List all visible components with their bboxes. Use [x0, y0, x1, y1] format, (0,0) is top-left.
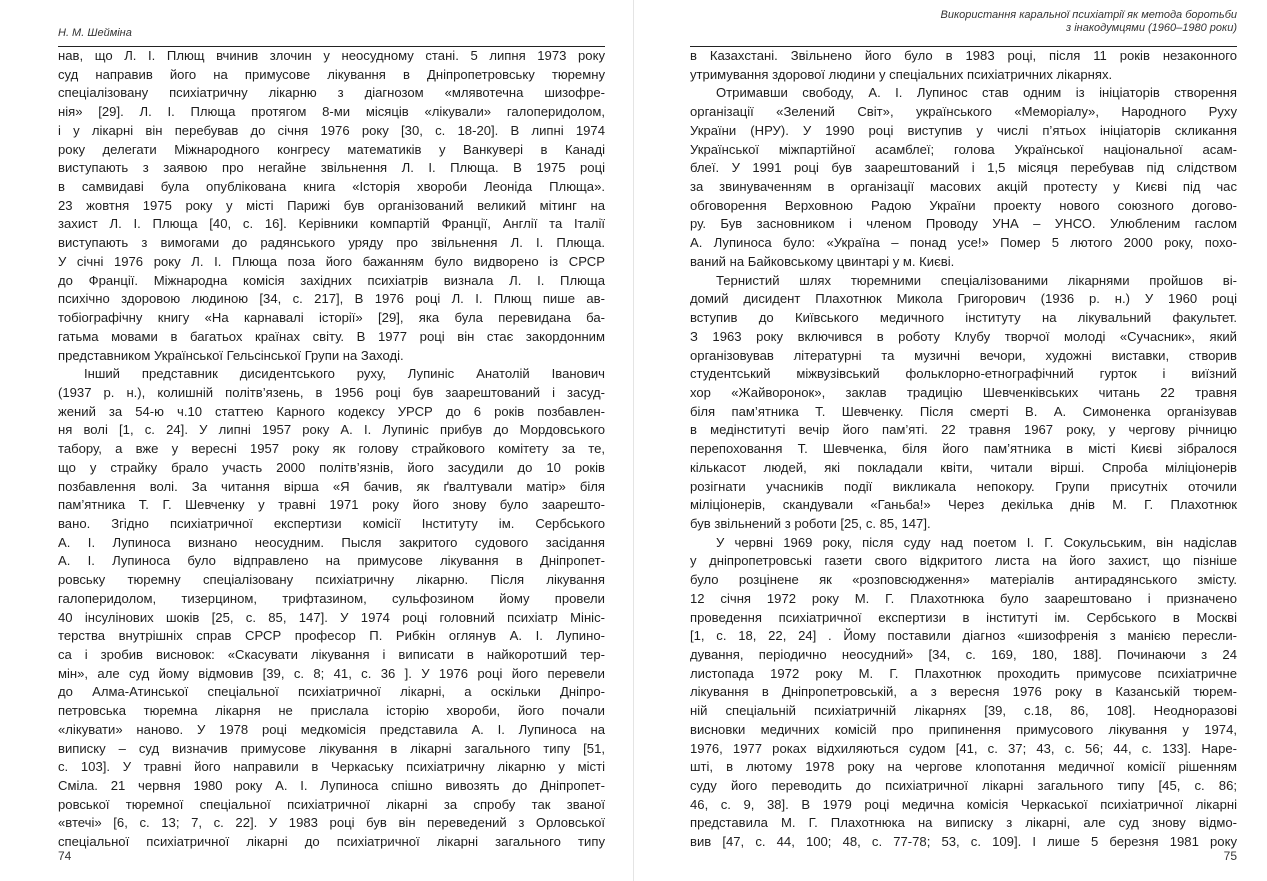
text-line: висновки медичних комісій про припинення примусового лікування у 1974, [690, 721, 1237, 737]
text-line: ваний на Байковському цвинтарі у м. Києві. [690, 253, 955, 269]
text-line: в медінституті вечір його пам’яті. 22 травня 1967 року, у чергову річницю [690, 422, 1237, 438]
text-line: «втечі» [6, с. 13; 7, с. 22]. У 1983 році був він переведений з Орловської [58, 815, 605, 831]
running-head-line: з інакодумцями (1960–1980 роки) [1066, 22, 1237, 34]
text-line: пам’ятника Т. Г. Шевченку у травні 1971 року його знову було заарешто- [58, 497, 605, 513]
paragraph [690, 272, 1237, 534]
text-line: А. Лупиноса було: «Україна – понад усе!» Помер 5 лютого 2000 року, похо- [690, 235, 1237, 251]
text-line: організовував літературні та музичні вечори, художні виставки, створив [690, 347, 1237, 363]
text-line: тобіографічну книгу «На карнавалі історії» [29], яка була перевидана ба- [58, 310, 605, 326]
text-line: блеї. У 1991 році був заарештований і 1,5 місяця перебував під слідством [690, 160, 1237, 176]
text-line: позбавлення волі. За читання вірша «Я бачив, як ґвалтували матір» біля [58, 478, 605, 494]
text-line: ній спеціальній психіатричній лікарнях [39, с.18, 86, 108]. Неодноразові [690, 703, 1237, 719]
left-page [0, 0, 633, 881]
text-line: 12 січня 1972 року М. Г. Плахотнюка було заарештовано і призначено [690, 590, 1237, 606]
running-head-author [58, 27, 132, 40]
right-page [634, 0, 1267, 881]
text-line: галоперидолом, тизерцином, трифтазином, сульфозином йому провели [58, 590, 605, 606]
body-text [58, 47, 605, 852]
text-line: А. І. Лупиноса визнано неосудним. Пысля закритого судового засідання [58, 534, 605, 550]
text-line: 23 жовтня 1975 року у місті Парижі був організований великий мітинг на [58, 197, 605, 213]
text-line: представила М. Г. Плахотнюка на виписку з лікарні, але суд знову відмо- [690, 815, 1237, 831]
paragraph [690, 84, 1237, 271]
text-line: ру. Був засновником і членом Проводу УНА – УНСО. Улюбленим гаслом [690, 216, 1237, 232]
text-line: було розцінене як «розповсюдження» матеріалів антирадянського змісту. [690, 572, 1237, 588]
text-line: хор «Жайворонок», заклав традицію Шевченківських читань 22 травня [690, 384, 1237, 400]
text-line: до Алма-Атинської спеціальної психіатричної лікарні, а оскільки Дніпро- [58, 684, 605, 700]
text-line: са і зробив висновок: «Скасувати лікування і виписати в найкоротший тер- [58, 647, 605, 662]
text-line: міліціонерів, скандували «Ганьба!» Через декілька днів М. Г. Плахотнюк [690, 497, 1237, 513]
text-line: що у страйку брало участь 2000 політв’язнів, його засудили до 10 років [58, 459, 605, 475]
text-line: нав, що Л. І. Плющ вчинив злочин у неосудному стані. 5 липня 1973 року [58, 48, 605, 63]
paragraph [690, 47, 1237, 84]
text-line: [1, с. 18, 22, 24] . Йому поставили діагноз «шизофренія з манією пересли- [690, 628, 1237, 644]
text-line: спеціальної психіатричної лікарні до психіатричної лікарні загального типу [58, 834, 605, 850]
text-line: перепоховання Т. Шевченка, біля його пам’ятника в місті Києві зібралося [690, 441, 1237, 457]
text-line: Сміла. 21 червня 1980 року А. І. Лупиноса спішно вивозять до Дніпропет- [58, 778, 605, 794]
text-line: вступив до Київського медичного інституту на лікувальний факультет. [690, 310, 1237, 326]
text-line: Тернистий шлях тюремними спеціалізованими лікарнями пройшов ві- [716, 272, 1237, 288]
text-line: А. І. Лупиноса було відправлено на примусове лікування в Дніпропет- [58, 553, 605, 569]
text-line: проведення психіатричної експертизи в інституті ім. Сербського в Москві [690, 609, 1237, 625]
text-line: представником Української Гельсінської Групи на Заході. [58, 347, 404, 363]
paragraph [58, 365, 605, 852]
text-line: вано. Згідно психіатричної експертизи комісії Інституту ім. Сербського [58, 515, 605, 531]
text-line: року делегати Міжнародного конгресу математиків у Ванкувері в Канаді [58, 141, 605, 157]
text-line: у дніпропетровські газети свого відкритого листа на його захист, що пізніше [690, 553, 1237, 569]
text-line: в самвидаві була опублікована книга «Історія хвороби Леоніда Плюща». [58, 179, 605, 195]
text-line: домий дисидент Плахотнюк Микола Григорович (1936 р. н.) У 1960 році [690, 291, 1237, 307]
running-head-line: Використання каральної психіатрії як метода боротьби [940, 9, 1237, 21]
text-line: дування, періодично неосудний» [34, с. 169, 180, 188]. Починаючи з 24 [690, 647, 1237, 662]
text-line: і у лікарні він перебував до січня 1976 року [30, с. 18-20]. В липні 1974 [58, 122, 605, 138]
text-line: Отримавши свободу, А. І. Лупинос став одним із ініціаторів створення [716, 85, 1237, 101]
text-line: гатьма мовами в багатьох країнах світу. В 1977 році він стає закордонним [58, 328, 605, 344]
paragraph [690, 534, 1237, 852]
text-line: петровська тюремна лікарня не прислала історію хвороби, його почали [58, 703, 605, 719]
text-line: виступають з заявою про негайне звільнення Л. І. Плюща. В 1975 році [58, 160, 605, 176]
text-line: ня волі [1, с. 24]. У липні 1957 року А. І. Лупиніс прибув до Мордовського [58, 422, 605, 438]
text-line: виступають з вимогами до радянського уряду про звільнення Л. І. Плюща. [58, 235, 605, 251]
text-line: З 1963 року включився в роботу Клубу творчої молоді «Сучасник», який [690, 328, 1237, 344]
text-line: У червні 1969 року, після суду над поетом І. Г. Сокульським, він надіслав [716, 534, 1237, 550]
text-line: 46, с. 9, 38]. В 1979 році медична комісія Черкаської психіатричної лікарні [690, 796, 1237, 812]
text-line: табору, а вже у вересні 1957 року як голову страйкового комітету за те, [58, 441, 605, 457]
text-line: біля пам’ятника Т. Шевченку. Після смерті В. А. Симоненка організував [690, 403, 1237, 419]
text-line: лікування в Дніпропетровській, а з вересня 1976 року в Казанській тюрем- [690, 684, 1237, 700]
body-text [690, 47, 1237, 852]
page-number: 74 [58, 849, 72, 863]
text-line: суд направив його на примусове лікування в Дніпропетровську тюремну [58, 66, 605, 82]
text-line: в Казахстані. Звільнено його було в 1983 році, після 11 років незаконного [690, 48, 1237, 63]
paragraph [58, 47, 605, 365]
text-line: був звільнений з роботи [25, с. 85, 147]. [690, 515, 931, 531]
running-head-line: Н. М. Шейміна [58, 27, 132, 39]
text-line: кількасот людей, які покладали квіти, читали вірші. Спроба міліціонерів [690, 459, 1237, 475]
text-line: Української міжпартійної асамблеї; голова Української національної асам- [690, 141, 1237, 157]
text-line: нія» [29]. Л. І. Плюща протягом 8-ми місяців «лікували» галоперидолом, [58, 104, 605, 120]
text-line: студентський міжвузівський фольклорно-етнографічний гурток і виїзний [690, 366, 1237, 382]
text-line: спеціалізовану психіатричну лікарню з діагнозом «млявотечна шизофре- [58, 85, 605, 101]
text-line: (1937 р. н.), колишній політв’язень, в 1956 році був заарештований і засуд- [58, 384, 605, 400]
page-number: 75 [1223, 849, 1237, 863]
text-line: захист Л. І. Плюща [40, с. 16]. Керівники компартій Франції, Англії та Італії [58, 216, 605, 232]
text-line: виписку – суд визначив примусове лікування в лікарні загального типу [51, [58, 740, 605, 756]
text-line: вив [47, с. 44, 100; 48, с. 77-78; 53, с. 109]. І лише 5 березня 1981 року [690, 834, 1237, 850]
text-line: мін», але суд йому відмовив [39, с. 8; 41, с. 36 ]. У 1976 році його перевели [58, 665, 605, 681]
text-line: с. 103]. У травні його направили в Черкаську психіатричну лікарню у місті [58, 759, 605, 775]
text-line: жений за 54-ю ч.10 статтею Карного кодексу УРСР до 6 років позбавлен- [58, 403, 605, 419]
text-line: за звинуваченням в організації масових акцій протесту у Києві під час [690, 179, 1237, 195]
text-line: до Франції. Міжнародна комісія західних психіатрів визнала Л. І. Плюща [58, 272, 605, 288]
text-line: організації «Зелений Світ», українського «Меморіалу», Народного Руху [690, 104, 1237, 120]
text-line: шті, в лютому 1978 року на чергове клопотання медичної комісії рішенням [690, 759, 1237, 775]
text-line: суду його переводить до психіатричної лікарні загального типу [45, с. 86; [690, 778, 1237, 794]
text-line: листопада 1972 року М. Г. Плахотнюк проходить примусове психіатричне [690, 665, 1237, 681]
text-line: утримування здорової людини у спеціальних психіатричних лікарнях. [690, 66, 1113, 82]
text-line: психічно здоровою людиною [34, с. 217], В 1976 році Л. І. Плющ пише ав- [58, 291, 605, 307]
text-line: розігнати учасників події викликала непокору. Групи присутніх оточили [690, 478, 1237, 494]
text-line: терства внутрішніх справ СРСР професор П. Рибкін оглянув А. І. Лупино- [58, 628, 605, 644]
text-line: У січні 1976 року Л. І. Плюща поза його бажанням було видворено із СРСР [58, 253, 605, 269]
text-line: України (НРУ). У 1990 році виступив у числі п’ятьох ініціаторів скликання [690, 122, 1237, 138]
text-line: обговорення Верховною Радою України проекту нового союзного догово- [690, 197, 1237, 213]
text-line: Інший представник дисидентського руху, Лупиніс Анатолій Іванович [84, 366, 605, 382]
text-line: 40 інсулінових шоків [25, с. 85, 147]. У 1974 році головний психіатр Мініс- [58, 609, 605, 625]
text-line: «лікувати» наново. У 1978 році медкомісія представила А. І. Лупиноса на [58, 721, 605, 737]
text-line: ровську тюремну спеціалізовану психіатричну лікарню. Після лікування [58, 572, 605, 588]
text-line: 1976, 1977 роках відхиляються судом [41, с. 37; 43, с. 56; 44, с. 133]. Наре- [690, 740, 1237, 756]
text-line: ровської тюремної спеціальної психіатричної лікарні за спробу так званої [58, 796, 605, 812]
running-head-title [941, 9, 1237, 35]
